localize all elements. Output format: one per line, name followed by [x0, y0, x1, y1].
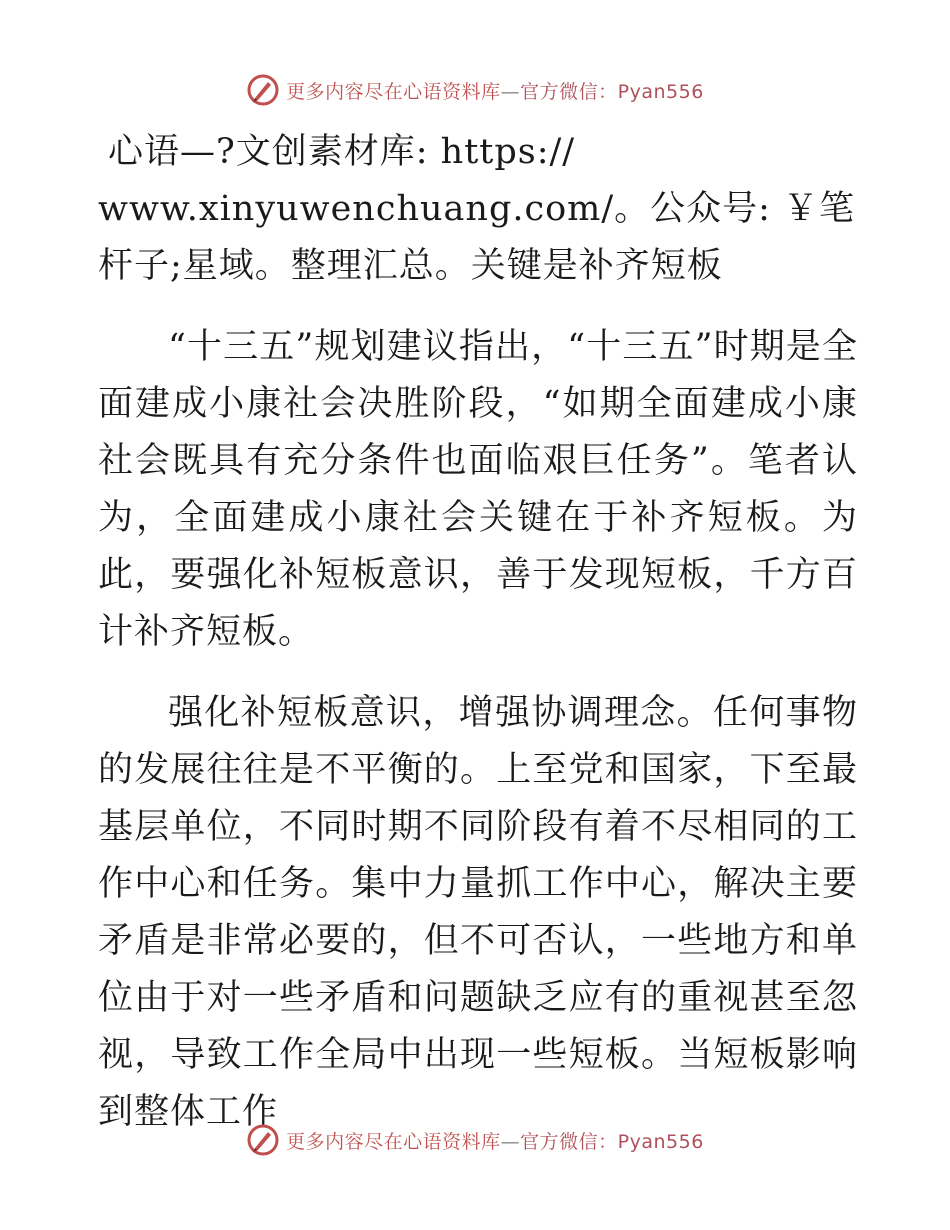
quill-pen-circle-icon — [246, 1123, 280, 1157]
banner-separator: — — [500, 1130, 521, 1153]
source-line-2: www.xinyuwenchuang.com/。公众号: ￥笔杆子;星域。整理汇总。关键是补齐短板 — [98, 189, 856, 286]
banner-separator: — — [500, 80, 521, 103]
banner-main-text: 更多内容尽在心语资料库 — [286, 1130, 501, 1153]
source-line-1: 心语—?文创素材库: https:// — [108, 132, 576, 172]
quill-pen-circle-icon — [246, 73, 280, 107]
banner-wechat-text: 官方微信：Pyan556 — [520, 80, 704, 103]
banner-main-text: 更多内容尽在心语资料库 — [286, 80, 501, 103]
banner-text — [286, 1127, 704, 1154]
banner-text — [286, 77, 704, 104]
document-body — [98, 124, 858, 1165]
top-banner — [0, 70, 950, 110]
bottom-banner — [0, 1120, 950, 1160]
banner-wechat-text: 官方微信：Pyan556 — [520, 1130, 704, 1153]
paragraph-1: “十三五”规划建议指出，“十三五”时期是全面建成小康社会决胜阶段，“如期全面建成小康社会既具有充分条件也面临艰巨任务”。笔者认为，全面建成小康社会关键在于补齐短板。为此，要强化补短板意识，善于发现短板，千方百计补齐短板。 — [98, 327, 858, 652]
paragraph-2: 强化补短板意识，增强协调理念。任何事物的发展往往是不平衡的。上至党和国家，下至最基层单位，不同时期不同阶段有着不尽相同的工作中心和任务。集中力量抓工作中心，解决主要矛盾是非常必要的，但不可否认，一些地方和单位由于对一些矛盾和问题缺乏应有的重视甚至忽视，导致工作全局中出现一些短板。当短板影响到整体工作 — [98, 693, 858, 1132]
